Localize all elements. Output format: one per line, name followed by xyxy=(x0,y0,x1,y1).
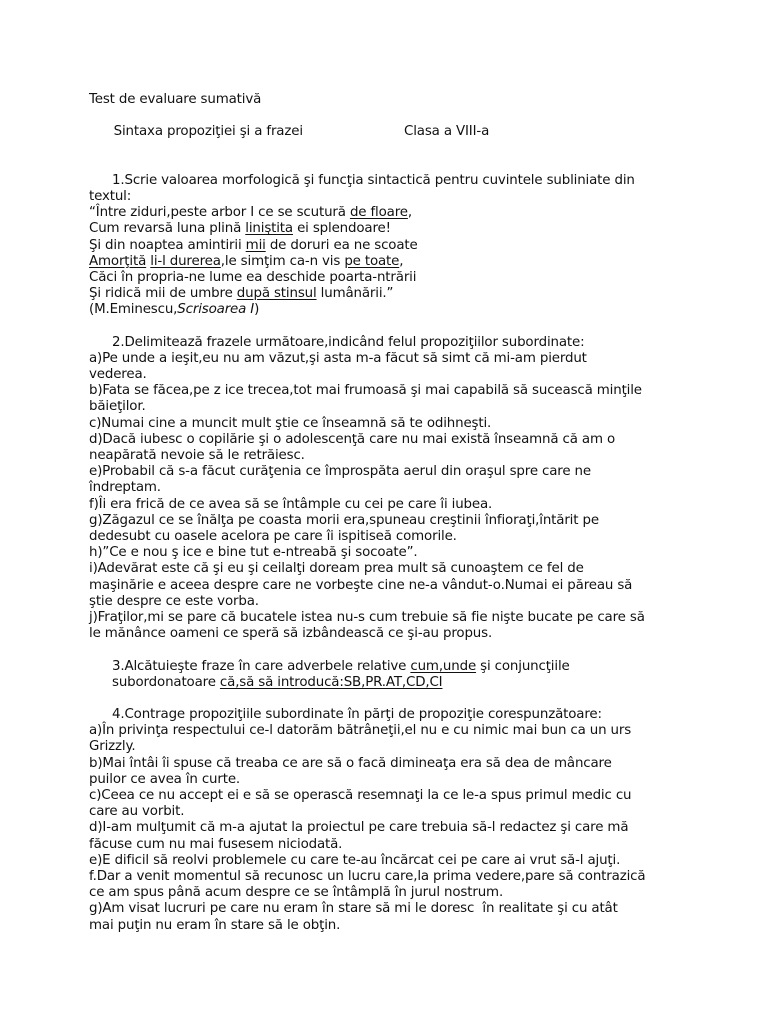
exercise4-item-line: Grizzly. xyxy=(89,739,136,755)
text-segment: 3.Alcătuieşte fraze în care adverbele relative xyxy=(112,658,411,674)
text-segment: “Între ziduri,peste arbor I ce se scutură xyxy=(89,205,350,221)
exercise4-items xyxy=(89,723,689,934)
exercise2-item-line: i)Adevărat este că şi eu şi ceilalţi doream prea mult să cunoaştem ce fel de xyxy=(89,561,584,577)
underlined-word: pe toate xyxy=(344,253,400,269)
exercise2-item-line: vederea. xyxy=(89,367,147,383)
italic-title: Scrisoarea I xyxy=(177,302,255,318)
text-segment: (M.Eminescu, xyxy=(89,302,178,318)
poem-line xyxy=(89,254,689,270)
exercise2-item-line: îndreptam. xyxy=(89,480,161,496)
exercise4-item-line: a)În privinţa respectului ce-l datorăm bătrâneţii,el nu e cu nimic mai bun ca un urs xyxy=(89,723,632,739)
exercise2-item-line: ştie despre ce este vorba. xyxy=(89,593,259,609)
spacer xyxy=(89,157,689,173)
underlined-word: liniştita xyxy=(245,221,293,237)
exercise2-item-line: b)Fata se făcea,pe z ice trecea,tot mai frumoasă şi mai capabilă să sucească minţile xyxy=(89,383,642,399)
text-segment: de doruri ea ne scoate xyxy=(265,237,418,253)
poem-line xyxy=(89,286,689,302)
text-segment: şi conjuncţiile xyxy=(476,658,570,674)
exercise4-item-line: f.Dar a venit momentul să recunosc un lucru care,la prima vedere,pare să contrazică xyxy=(89,868,646,884)
exercise4-item-line: ce am spus până acum despre ce se întâmplă în jurul nostrum. xyxy=(89,885,504,901)
exercise4-item-line: d)I-am mulţumit că m-a ajutat la proiectul pe care trebuia să-l redactez şi care mă xyxy=(89,820,629,836)
spacer xyxy=(89,319,689,335)
exercise4-item-line: c)Ceea ce nu accept ei e să se operască resemnaţi la ce le-a spus primul medic cu xyxy=(89,787,632,803)
exercise2-item-line: h)”Ce e nou ş ice e bine tut e-ntreabă şi socoate”. xyxy=(89,545,418,561)
exercise2-item-line: c)Numai cine a muncit mult ştie ce înseamnă să te odihneşti. xyxy=(89,415,492,431)
exercise4-item-line: puilor ce avea în curte. xyxy=(89,771,241,787)
text-segment: Căci în propria-ne lume ea deschide poarta-ntrării xyxy=(89,270,417,286)
exercise2-item-line: f)Îi era frică de ce avea să se întâmple cu cei pe care îi iubea. xyxy=(89,496,493,512)
underlined-word: cum,unde xyxy=(410,658,477,674)
exercise1-instruction-line: textul: xyxy=(89,189,132,205)
text-segment: , xyxy=(399,253,404,269)
document-grade: Clasa a VIII-a xyxy=(404,124,490,140)
exercise4-item-line: făcuse cum nu mai fusesem niciodată. xyxy=(89,836,343,852)
poem-line xyxy=(89,221,689,237)
exercise4-item-line: care au vorbit. xyxy=(89,804,185,820)
spacer xyxy=(89,691,689,707)
exercise1-instruction-line: 1.Scrie valoarea morfologică şi funcţia sintactică pentru cuvintele subliniate din xyxy=(112,172,635,188)
exercise2-item-line: dedesubt cu oasele acelora pe care îi ispitiseă comorile. xyxy=(89,529,457,545)
exercise2-instruction: 2.Delimitează frazele următoare,indicând felul propoziţiilor subordinate: xyxy=(112,334,585,350)
underlined-word: li-l durerea xyxy=(150,253,221,269)
exercise4-item-line: e)E dificil să reolvi problemele cu care te-au încărcat cei pe care ai vrut să-l ajuţi. xyxy=(89,852,621,868)
exercise2-item-line: d)Dacă iubesc o copilărie şi o adolescenţă care nu mai există înseamnă că am o xyxy=(89,431,616,447)
text-segment: Şi ridică mii de umbre xyxy=(89,286,237,302)
underlined-word: mii xyxy=(245,237,266,253)
exercise2-item-line: j)Fraţilor,mi se pare că bucatele istea nu-s cum trebuie să fie nişte bucate pe care să xyxy=(89,610,645,626)
text-segment: lumânării.” xyxy=(316,286,394,302)
text-segment: Cum revarsă luna plină xyxy=(89,221,246,237)
underlined-word: Amorţită xyxy=(89,253,147,269)
text-segment: ) xyxy=(254,302,260,318)
exercise4-instruction: 4.Contrage propoziţiile subordinate în părţi de propoziţie corespunzătoare: xyxy=(112,706,602,722)
text-segment: subordonatoare xyxy=(112,674,220,690)
exercise4-item-line: mai puţin nu eram în stare să le obţin. xyxy=(89,917,341,933)
exercise4-item-line: b)Mai întâi îi spuse că treaba ce are să o facă dimineaţa era să dea de mâncare xyxy=(89,755,612,771)
underlined-word: de floare xyxy=(349,205,408,221)
poem-line xyxy=(89,205,689,221)
document-subject: Sintaxa propoziţiei şi a frazei xyxy=(113,124,303,140)
poem-excerpt xyxy=(89,205,689,318)
exercise2-items xyxy=(89,351,689,643)
exercise2-item-line: a)Pe unde a ieşit,eu nu am văzut,şi asta m-a făcut să simt că mi-am pierdut xyxy=(89,350,587,366)
underlined-word: după stinsul xyxy=(236,286,317,302)
text-segment: , xyxy=(407,205,412,221)
exercise3-line xyxy=(89,675,689,691)
poem-line xyxy=(89,238,689,254)
underlined-word: că,să să introducă:SB,PR.AT,CD,CI xyxy=(219,674,443,690)
subject-line xyxy=(89,108,689,157)
text-segment: ei splendoare! xyxy=(292,221,391,237)
exercise2-item-line: neapărată nevoie să le retrăiesc. xyxy=(89,448,305,464)
exercise4-item-line: g)Am visat lucruri pe care nu eram în stare să mi le doresc în realitate şi cu atât xyxy=(89,901,618,917)
poem-line xyxy=(89,302,689,318)
document-title: Test de evaluare sumativă xyxy=(89,92,262,107)
spacer xyxy=(89,643,689,659)
document-content xyxy=(89,92,689,934)
exercise2-item-line: e)Probabil că s-a făcut curăţenia ce împrospăta aerul din oraşul spre care ne xyxy=(89,464,591,480)
exercise3-line xyxy=(89,659,689,675)
exercise2-item-line: g)Zăgazul ce se înălţa pe coasta morii era,spuneau creştinii înfioraţi,întărit pe xyxy=(89,512,599,528)
poem-line xyxy=(89,270,689,286)
text-segment: Şi din noaptea amintirii xyxy=(89,237,246,253)
exercise2-item-line: le mănânce oameni ce speră să izbândească ce şi-au propus. xyxy=(89,626,493,642)
exercise2-item-line: maşinărie e aceea despre care ne vorbeşte cine ne-a vândut-o.Numai ei păreau să xyxy=(89,577,633,593)
exercise2-item-line: băieţilor. xyxy=(89,399,146,415)
text-segment: ,le simţim ca-n vis xyxy=(220,253,345,269)
